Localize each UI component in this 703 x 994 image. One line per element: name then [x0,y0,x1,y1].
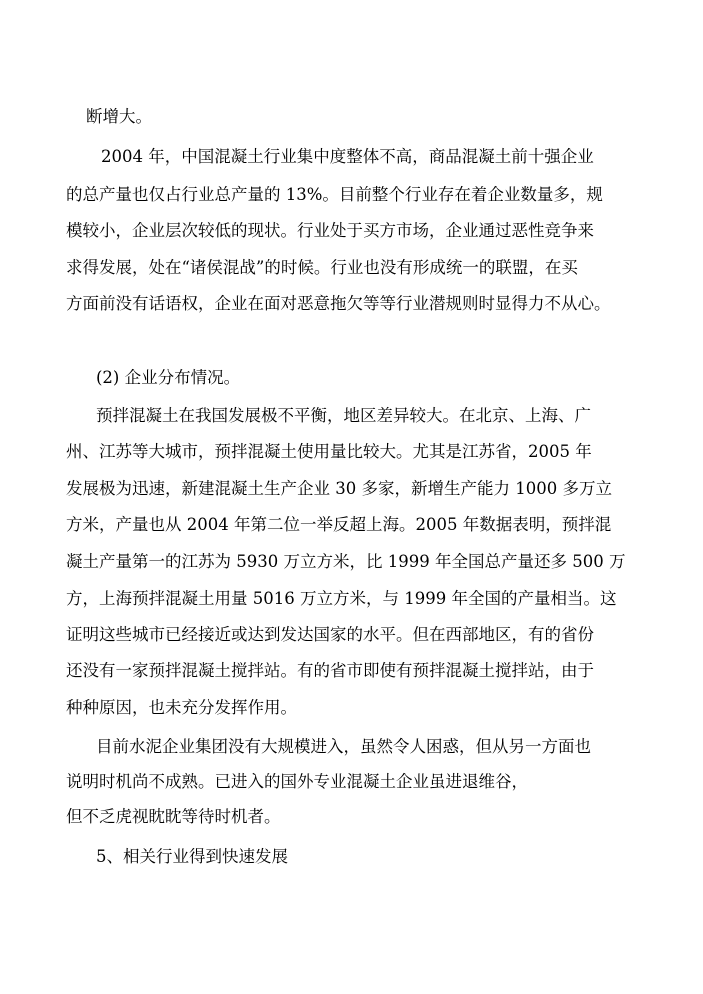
paragraph-line: 凝土产量第一的江苏为 5930 万立方米，比 1999 年全国总产量还多 500 万 [66,552,626,571]
paragraph-line: 方，上海预拌混凝土用量 5016 万立方米，与 1999 年全国的产量相当。这 [66,589,617,608]
paragraph-line: 说明时机尚不成熟。已进入的国外专业混凝土企业虽进退维谷， [66,772,528,791]
paragraph-line: 还没有一家预拌混凝土搅拌站。有的省市即使有预拌混凝土搅拌站，由于 [66,661,594,680]
paragraph-line: 2004 年，中国混凝土行业集中度整体不高，商品混凝土前十强企业 [101,147,594,166]
paragraph-line: 证明这些城市已经接近或达到发达国家的水平。但在西部地区，有的省份 [66,625,594,644]
paragraph-line: 的总产量也仅占行业总产量的 13%。目前整个行业存在着企业数量多，规 [66,185,603,204]
paragraph-line: 种种原因，也未充分发挥作用。 [66,698,297,717]
paragraph-continuation-line: 断增大。 [86,107,152,126]
paragraph-line: 模较小，企业层次较低的现状。行业处于买方市场，企业通过恶性竞争来 [66,221,594,240]
paragraph-line: 方面前没有话语权，企业在面对恶意拖欠等等行业潜规则时显得力不从心。 [66,294,611,313]
paragraph-line: 但不乏虎视眈眈等待时机者。 [66,807,281,826]
paragraph-line: 方米，产量也从 2004 年第二位一举反超上海。2005 年数据表明，预拌混 [66,515,612,534]
paragraph-line: 目前水泥企业集团没有大规模进入，虽然令人困惑，但从另一方面也 [96,737,591,756]
section-heading: (2) 企业分布情况。 [96,368,241,387]
paragraph-line: 州、江苏等大城市，预拌混凝土使用量比较大。尤其是江苏省，2005 年 [66,442,592,461]
paragraph-line: 预拌混凝土在我国发展极不平衡，地区差异较大。在北京、上海、广 [96,406,591,425]
paragraph-line: 求得发展，处在“诸侯混战”的时候。行业也没有形成统一的联盟，在买 [66,258,578,277]
section-heading: 5、相关行业得到快速发展 [96,847,288,866]
paragraph-line: 发展极为迅速，新建混凝土生产企业 30 多家，新增生产能力 1000 多万立 [66,479,612,498]
